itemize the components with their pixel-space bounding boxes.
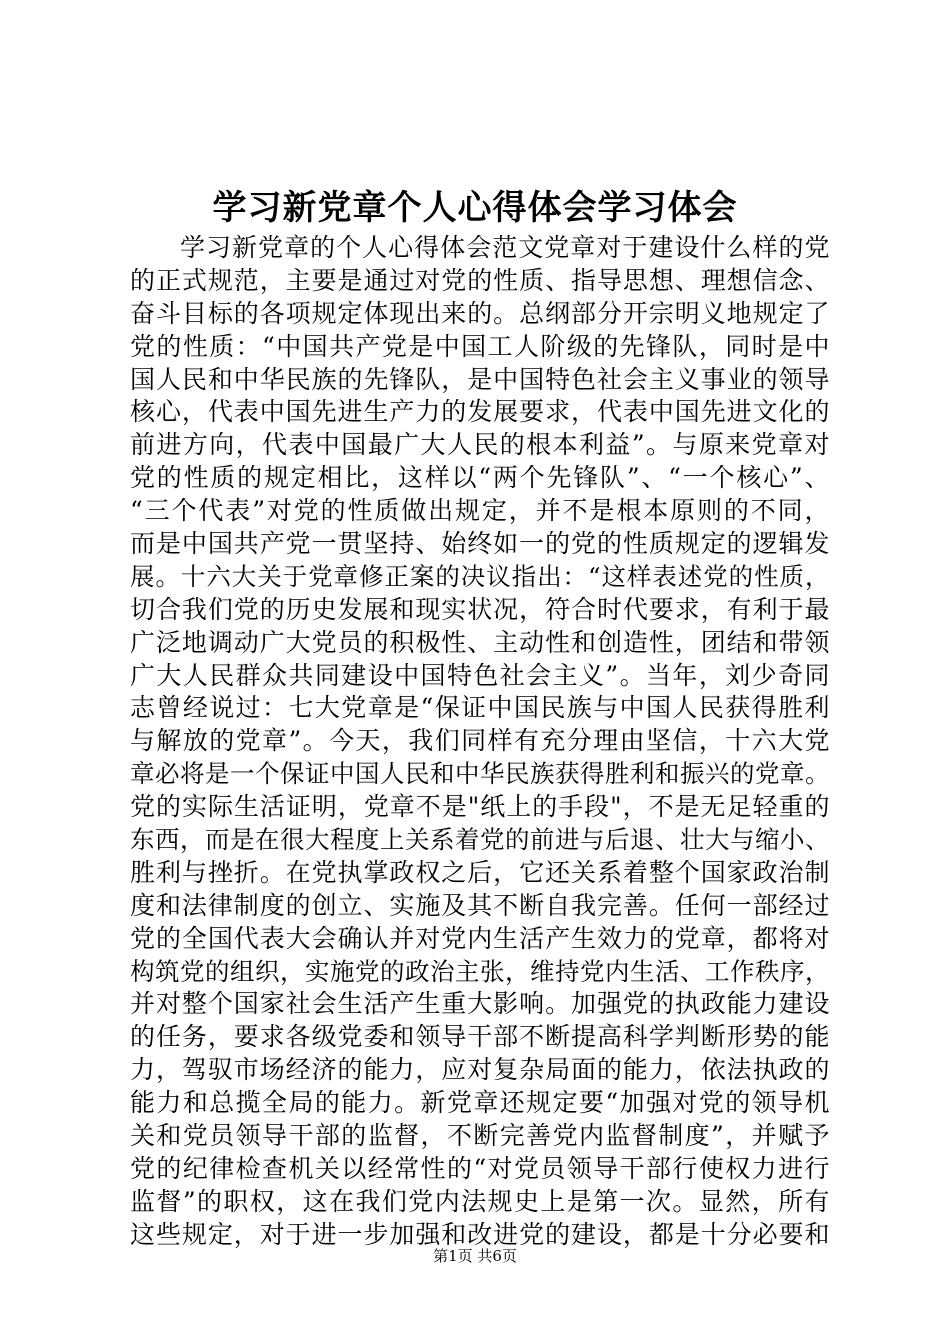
body-text-line: 度和法律制度的创立、实施及其不断自我完善。任何一部经过 [130,890,830,920]
body-text-line: 力，驾驭市场经济的能力，应对复杂局面的能力，依法执政的 [130,1055,830,1085]
body-text-line: 这些规定，对于进一步加强和改进党的建设，都是十分必要和 [130,1219,830,1249]
body-text-line: 奋斗目标的各项规定体现出来的。总纲部分开宗明义地规定了 [130,298,830,328]
body-text-line: 党的性质：“中国共产党是中国工人阶级的先锋队，同时是中 [130,331,830,361]
body-text-line: “三个代表”对党的性质做出规定，并不是根本原则的不同， [130,496,830,526]
document-body [130,232,830,1252]
body-text-line: 能力和总揽全局的能力。新党章还规定要“加强对党的领导机 [130,1088,830,1118]
body-text-line: 的任务，要求各级党委和领导干部不断提高科学判断形势的能 [130,1022,830,1052]
body-text-line: 与解放的党章”。今天，我们同样有充分理由坚信，十六大党 [130,726,830,756]
body-text-line: 而是中国共产党一贯坚持、始终如一的党的性质规定的逻辑发 [130,529,830,559]
page-footer: 第1页 共6页 [433,1247,517,1265]
body-text-line: 构筑党的组织，实施党的政治主张，维持党内生活、工作秩序， [130,956,830,986]
body-text-line: 展。十六大关于党章修正案的决议指出：“这样表述党的性质， [130,561,830,591]
body-text-line: 切合我们党的历史发展和现实状况，符合时代要求，有利于最 [130,594,830,624]
body-text-line: 监督”的职权，这在我们党内法规史上是第一次。显然，所有 [130,1186,830,1216]
body-text-line: 的正式规范，主要是通过对党的性质、指导思想、理想信念、 [130,265,830,295]
body-text-line: 章必将是一个保证中国人民和中华民族获得胜利和振兴的党章。 [130,759,830,789]
body-text-line: 并对整个国家社会生活产生重大影响。加强党的执政能力建设 [130,989,830,1019]
body-text-line: 党的纪律检查机关以经常性的“对党员领导干部行使权力进行 [130,1153,830,1183]
body-text-line: 党的实际生活证明，党章不是"纸上的手段"，不是无足轻重的 [130,792,830,822]
body-text-line: 党的全国代表大会确认并对党内生活产生效力的党章，都将对 [130,923,830,953]
body-text-line: 志曾经说过：七大党章是“保证中国民族与中国人民获得胜利 [130,693,830,723]
body-text-line: 关和党员领导干部的监督，不断完善党内监督制度”，并赋予 [130,1121,830,1151]
document-title: 学习新党章个人心得体会学习体会 [212,188,738,228]
body-text-line: 党的性质的规定相比，这样以“两个先锋队”、“一个核心”、 [130,463,830,493]
body-text-line: 核心，代表中国先进生产力的发展要求，代表中国先进文化的 [130,397,830,427]
body-text-line: 胜利与挫折。在党执掌政权之后，它还关系着整个国家政治制 [130,857,830,887]
body-text-line: 东西，而是在很大程度上关系着党的前进与后退、壮大与缩小、 [130,825,830,855]
body-text-line: 学习新党章的个人心得体会范文党章对于建设什么样的党 [180,233,830,262]
body-text-line: 前进方向，代表中国最广大人民的根本利益”。与原来党章对 [130,430,830,460]
body-text-line: 广泛地调动广大党员的积极性、主动性和创造性，团结和带领 [130,627,830,657]
body-text-line: 广大人民群众共同建设中国特色社会主义”。当年，刘少奇同 [130,660,830,690]
body-text-line: 国人民和中华民族的先锋队，是中国特色社会主义事业的领导 [130,364,830,394]
